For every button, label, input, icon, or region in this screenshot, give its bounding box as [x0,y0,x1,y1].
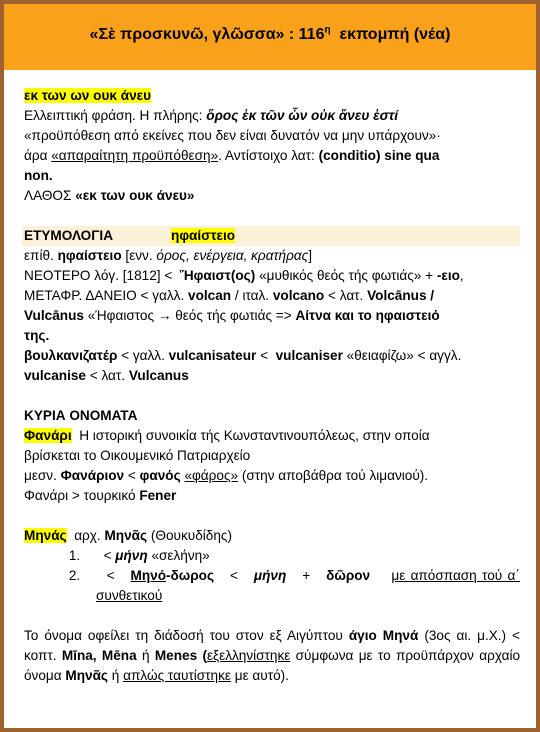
text: / ιταλ. [234,288,270,303]
document-body [24,86,520,686]
section-phrase [24,86,520,206]
text-bold: Μηνᾶς [65,668,109,683]
text-bold: Μηνᾶς [104,528,148,543]
minas-label: Μηνάς [24,528,67,543]
text-underlined: «φάρος» [184,468,239,483]
spacer [24,506,520,526]
text-italic: όρος, ενέργεια, κρατήρας [156,248,309,263]
etymology-keyword: ηφαίστειο [171,228,236,243]
text: (στην αποβάθρα τού λιμανιού). [241,468,429,483]
text: < [230,568,238,583]
text-underlined: απλώς ταυτίστηκε [123,668,231,683]
list-item [84,546,520,566]
text-bold: ὅρος ἐκ τῶν ὧν οὐκ ἄνευ ἐστί [206,108,399,123]
text: . Αντίστοιχο λατ: [218,148,315,163]
text-bold: Αίτνα και το ηφαιστειό [295,308,440,323]
text-bold: μήνη [115,548,148,563]
text: ΝΕΟΤΕΡΟ λόγ. [1812] < [24,268,173,283]
text: με αυτό). [234,668,289,683]
header-banner [4,4,536,70]
title-superscript: η [324,24,331,36]
text-bold: vulcaniser [275,348,343,363]
text: άρα [24,148,48,163]
text-bold: της. [24,328,50,343]
text: ή [141,648,150,663]
text: ] [308,248,313,263]
text-bold: ( [202,648,207,663]
text: «Ήφαιστος → θεός τής φωτιάς => [87,308,292,323]
list-item [84,566,520,606]
text: < λατ. [89,368,126,383]
text-bold: Vulcānus [24,308,84,323]
text: Ελλειπτική φράση. Η πλήρης: [24,108,203,123]
text: < [106,568,115,583]
text: + [302,568,311,583]
text: ή [111,668,120,683]
minas-paragraph [24,626,520,686]
document-page [4,4,536,728]
text: , [459,268,464,283]
text: < [103,548,112,563]
text: «σελήνη» [151,548,210,563]
text: επίθ. [24,248,54,263]
text-bold: (conditio) sine qua [318,148,440,163]
spacer [24,606,520,626]
text: σύμφωνα με το [295,648,391,663]
text: < [260,348,269,363]
spacer [24,386,520,406]
text-bold: non. [24,168,53,183]
text-bold: Μηνό [130,568,167,583]
text: προϋπάρχον αρχαίο όνομα [24,648,521,683]
text-bold: -ειο [436,268,460,283]
fanari-label: Φανάρι [24,428,72,443]
text-bold: ηφαίστειο [57,248,122,263]
text-bold: -δωρος [166,568,215,583]
section-proper-names [24,406,520,686]
title-text: «Σὲ προσκυνῶ, γλῶσσα» : 116 [89,26,325,43]
text: αρχ. [74,528,101,543]
text: ΜΕΤΑΦΡ. ΔΑΝΕΙΟ < γαλλ. [24,288,185,303]
text: < γαλλ. [121,348,165,363]
text: < [127,468,136,483]
text-bold: δῶρον [326,568,371,583]
text: Το όνομα οφείλει τη διάδοσή του στον εξ Αιγύπτου [24,628,343,643]
text-bold: Mīna, Mēna [61,648,137,663]
text-bold: μήνη [253,568,287,583]
spacer [24,206,520,226]
proper-names-heading: ΚΥΡΙΑ ΟΝΟΜΑΤΑ [24,408,138,423]
text-bold: volcano [272,288,325,303]
section-etymology [24,226,520,386]
etymology-heading: ΕΤΥΜΟΛΟΓΙΑ [24,228,114,243]
text: (3ος αι. [424,628,472,643]
text-bold: vulcanise [24,368,86,383]
text: < λατ. [328,288,364,303]
text: μ.Χ.) < κοπτ. [24,628,520,663]
text: «θειαφίζω» [346,348,414,363]
text-underlined: εξελληνίστηκε [206,648,291,663]
text: (Θουκυδίδης) [150,528,233,543]
text: βρίσκεται το Οικουμενικό Πατριαρχείο [24,448,251,463]
text-bold: Ἥφαιστ(ος) [179,268,256,283]
text: Η ιστορική συνοικία τής Κωνσταντινουπόλεως, στην οποία [79,428,430,443]
text-bold: βουλκανιζατέρ [24,348,118,363]
phrase-heading: εκ των ων ουκ άνευ [24,88,151,103]
text-bold: Volcānus / [367,288,435,303]
text-bold: άγιο Μηνά [348,628,419,643]
text-underlined: με απόσπαση τού α΄ [391,568,520,583]
text-bold: Menes [154,648,198,663]
text: ΛΑΘΟΣ [24,188,72,203]
text-bold: φανός [139,468,181,483]
text-underlined: συνθετικού [96,588,163,603]
text-bold: volcan [188,288,232,303]
text: Φανάρι > τουρκικό [24,488,136,503]
text: [ενν. [125,248,153,263]
minas-etymology-list [24,546,520,606]
text: < αγγλ. [417,348,462,363]
text: μεσν. [24,468,57,483]
page-title [4,26,536,44]
text-bold: vulcanisateur [168,348,257,363]
text-bold: Fener [139,488,177,503]
title-subtitle: εκπομπή (νέα) [339,26,451,43]
text-bold: Vulcanus [128,368,189,383]
text-underlined: «απαραίτητη προϋπόθεση» [51,148,219,163]
text: «προϋπόθεση από εκείνες που δεν είναι δυνατόν να μην υπάρχουν»· [24,128,441,143]
etymology-heading-row [22,226,520,246]
text-bold: Φανάριον [60,468,125,483]
text-bold: «εκ των ουκ άνευ» [75,188,195,203]
text: «μυθικός θεός τής φωτιάς» + [259,268,434,283]
